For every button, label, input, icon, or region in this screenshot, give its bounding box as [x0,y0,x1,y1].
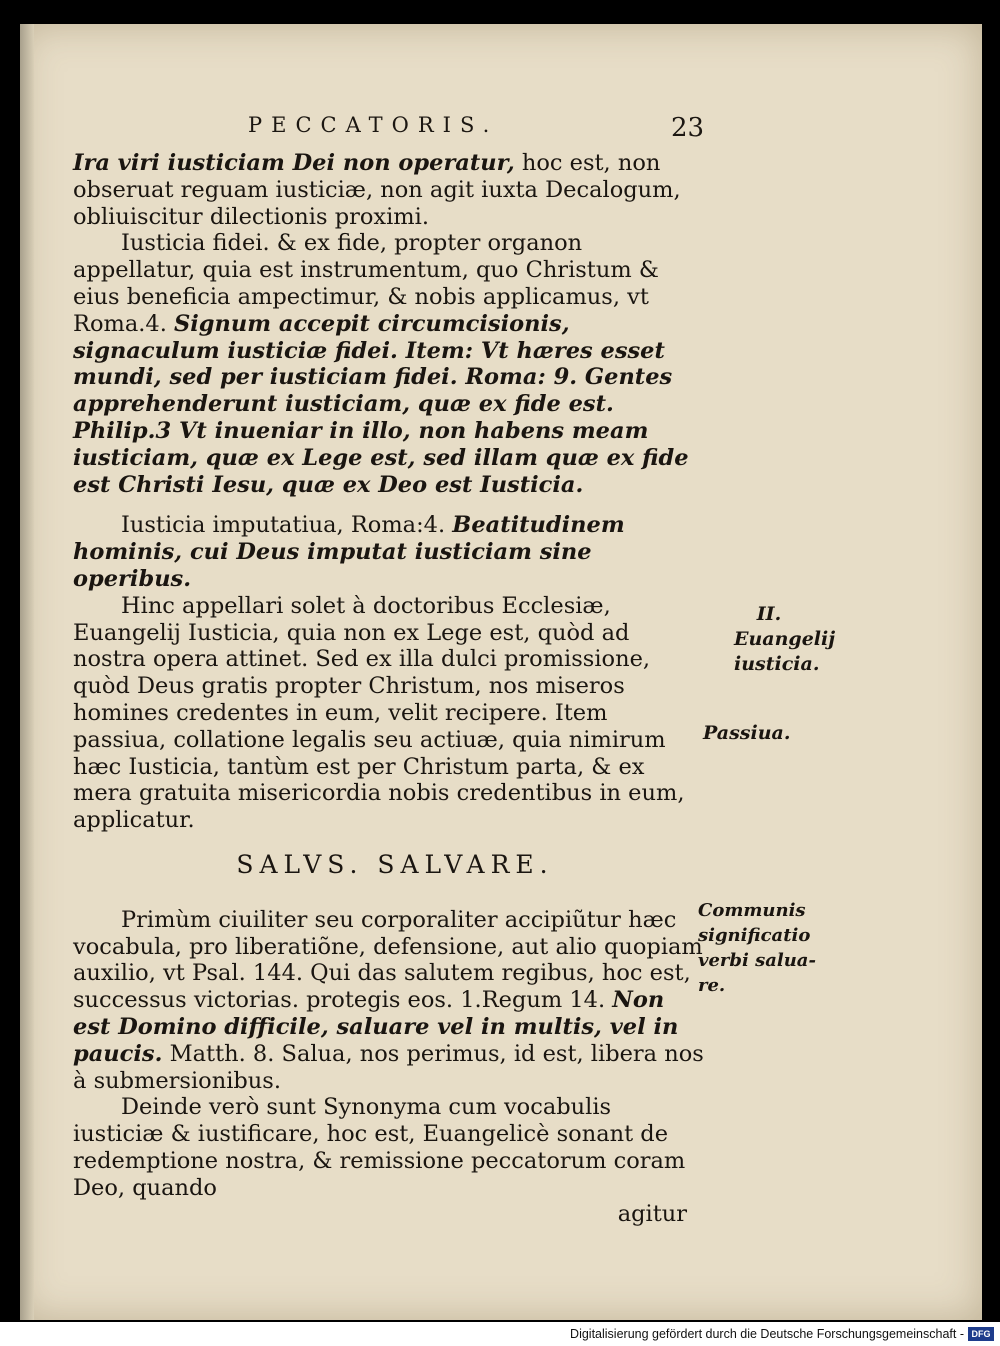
paragraph-group-2 [73,907,705,1202]
margin-note-line: re. [698,975,726,996]
footer [0,1322,1000,1346]
running-title: PECCATORIS. [248,113,499,137]
page-edge [20,24,34,1320]
paragraph [73,512,705,592]
margin-note-euangelij [734,602,836,677]
margin-note-communis [698,898,816,998]
paragraph [73,150,705,230]
margin-note-line: II. [756,603,782,625]
dfg-logo-icon: DFG [968,1327,994,1341]
margin-note-passiua [703,721,790,746]
paragraph [73,230,705,498]
margin-note-line: iusticia. [734,653,820,675]
text-run: Primùm ciuiliter seu corporaliter accipiũtur hæc vocabula, pro liberatiõne, defensione, aut alio quopiam auxilio, vt Psal. 144. Qui das salutem regibus, hoc est, successus victorias. protegis eos. 1.Regum 14. [73,906,703,1014]
margin-note-line: significatio [698,925,811,946]
page-number: 23 [671,113,705,143]
body-text [73,150,705,1228]
italic-run: Ira viri iusticiam Dei non operatur, [73,150,515,176]
italic-run: Beatitudinem hominis, cui Deus imputat iusticiam sine operibus. [73,512,625,592]
paragraph [73,593,705,834]
text-run: Matth. 8. Salua, nos perimus, id est, libera nos à submersionibus. [73,1040,704,1094]
italic-run: Non est Domino difficile, saluare vel in multis, vel in paucis. [73,987,679,1067]
text-run: Hinc appellari solet à doctoribus Ecclesiæ, Euangelij Iusticia, quia non ex Lege est, quòd ad nostra opera attinet. Sed ex illa dulci promissione, quòd Deus gratis propter Christum, nos miseros homines credentes in eum, velit recipere. Item passiua, collatione legalis seu actiuæ, quia nimirum hæc Iusticia, tantùm est per Christum parta, & ex mera gratuita misericordia nobis credentibus in eum, applicatur. [73,592,685,834]
text-run: Iusticia imputatiua, Roma:4. [121,512,453,539]
catchword: agitur [617,1201,687,1228]
footer-credit: Digitalisierung gefördert durch die Deutsche Forschungsgemeinschaft - [570,1327,964,1341]
text-run: Iusticia fidei. & ex fide, propter organon appellatur, quia est instrumentum, quo Christum & eius beneficia ampectimur, & nobis applicamus, vt Roma.4. [73,230,659,337]
paragraph-group-1 [73,150,705,834]
section-heading: SALVS. SALVARE. [236,849,554,879]
margin-note-line: Euangelij [734,628,836,650]
margin-note-line: Communis [698,900,806,921]
margin-note-line: Passiua. [703,722,791,744]
text-run: hoc est, non obseruat reguam iusticiæ, non agit iuxta Decalogum, obliuiscitur dilectionis proximi. [73,150,681,230]
text-run: Deinde verò sunt Synonyma cum vocabulis iusticiæ & iustificare, hoc est, Euangelicè sonant de redemptione nostra, & remissione peccatorum coram Deo, quando [73,1094,686,1201]
margin-note-line: verbi salua- [698,950,816,971]
italic-run: Signum accepit circumcisionis, signaculum iusticiæ fidei. Item: Vt hæres esset mundi, sed per iusticiam fidei. Roma: 9. Gentes apprehenderunt iusticiam, quæ ex fide est. Philip.3 Vt inueniar in illo, non habens meam iusticiam, quæ ex Lege est, sed illam quæ ex fide est Christi Iesu, quæ ex Deo est Iusticia. [73,310,689,498]
paragraph [73,1094,705,1201]
paragraph [73,907,705,1095]
